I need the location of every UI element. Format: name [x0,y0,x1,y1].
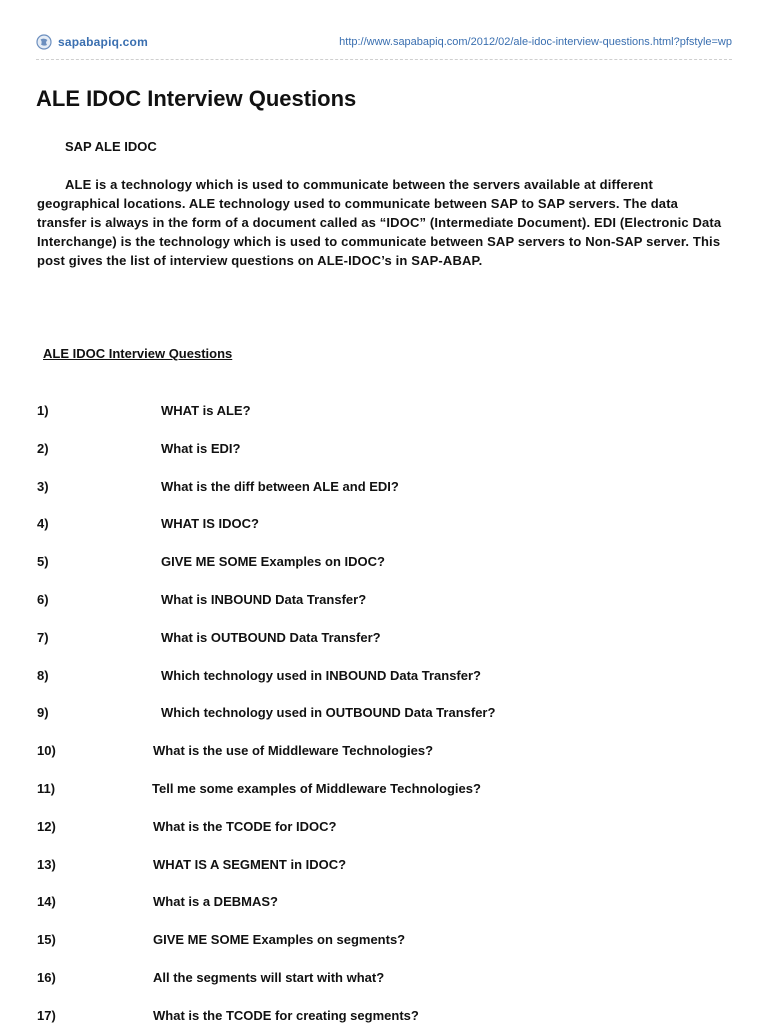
question-text: WHAT IS A SEGMENT in IDOC? [153,857,347,872]
question-number: 4) [37,516,49,531]
question-number: 1) [37,403,49,418]
question-text: WHAT is ALE? [161,403,251,418]
question-text: What is the use of Middleware Technologies? [153,743,434,758]
question-text: What is EDI? [161,441,241,456]
question-number: 5) [37,554,49,569]
question-text: What is the TCODE for creating segments? [153,1008,419,1023]
question-number: 6) [37,592,49,607]
question-number: 9) [37,705,49,720]
question-number: 14) [37,894,56,909]
page-url-link[interactable]: http://www.sapabapiq.com/2012/02/ale-idoc-interview-questions.html?pfstyle=wp [339,36,732,48]
question-number: 10) [37,743,56,758]
page-header [36,34,732,56]
document-subtitle: SAP ALE IDOC [65,139,157,154]
question-number: 3) [37,479,49,494]
question-text: What is the TCODE for IDOC? [153,819,337,834]
question-text: All the segments will start with what? [153,970,385,985]
site-name: sapabapiq.com [58,35,148,49]
question-text: What is OUTBOUND Data Transfer? [161,630,381,645]
question-text: WHAT IS IDOC? [161,516,259,531]
globe-icon [36,34,52,50]
question-number: 7) [37,630,49,645]
question-text: What is a DEBMAS? [153,894,278,909]
question-text: GIVE ME SOME Examples on IDOC? [161,554,385,569]
intro-paragraph: ALE is a technology which is used to communicate between the servers available at different geographical locations. ALE technology used to communicate between SAP to SAP servers. The data transfer is always in the form of a document called as “IDOC” (Intermediate Document). EDI (Electronic Data Interchange) is the technology which is used to communicate between SAP servers to Non-SAP server. This post gives the list of interview questions on ALE-IDOC’s in SAP-ABAP. [37,177,722,268]
question-number: 17) [37,1008,56,1023]
page-title: ALE IDOC Interview Questions [36,86,357,111]
section-heading: ALE IDOC Interview Questions [43,346,233,361]
question-text: What is the diff between ALE and EDI? [161,479,399,494]
question-text: Tell me some examples of Middleware Technologies? [152,781,481,796]
question-text: GIVE ME SOME Examples on segments? [153,932,406,947]
question-text: Which technology used in INBOUND Data Transfer? [161,668,481,683]
question-number: 16) [37,970,56,985]
question-text: What is INBOUND Data Transfer? [161,592,367,607]
question-number: 11) [37,781,56,796]
question-text: Which technology used in OUTBOUND Data Transfer? [161,705,496,720]
question-number: 13) [37,857,56,872]
question-number: 8) [37,668,49,683]
question-number: 15) [37,932,56,947]
question-number: 2) [37,441,49,456]
site-logo-link[interactable] [36,34,148,50]
question-number: 12) [37,819,56,834]
header-divider [36,59,732,60]
